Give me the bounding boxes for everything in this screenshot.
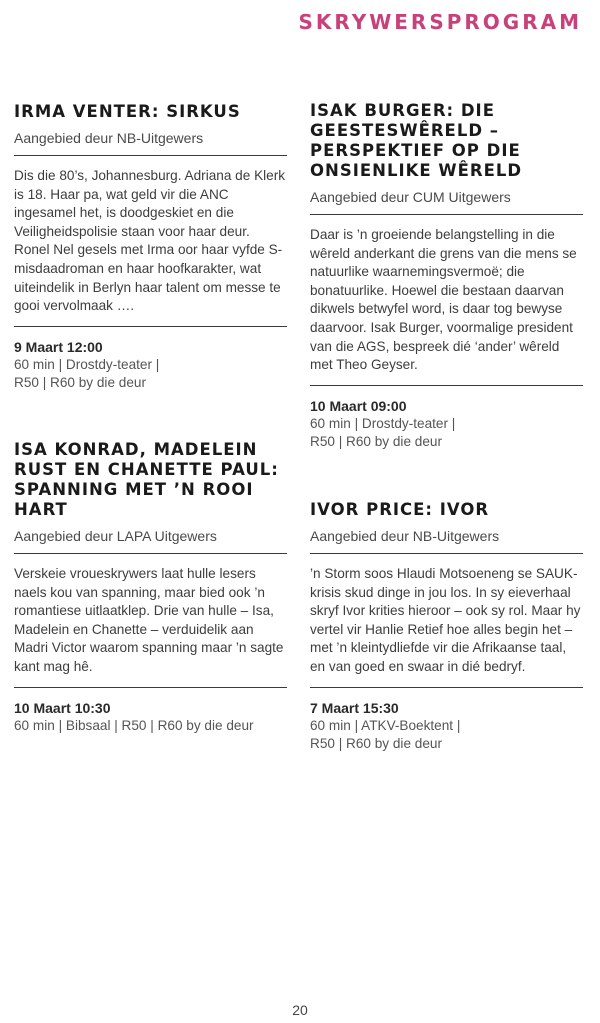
event-info: 60 min | Bibsaal | R50 | R60 by die deur xyxy=(14,717,254,733)
event-irma-venter xyxy=(14,102,287,393)
event-presenter: Aangebied deur LAPA Uitgewers xyxy=(14,527,287,554)
event-date: 7 Maart 15:30 xyxy=(310,699,399,716)
event-description: Dis die 80’s, Johannesburg. Adriana de Klerk is 18. Haar pa, wat geld vir die ANC ingesamel het, is doodgeskiet en die Veiligheidspolisie staan voor haar deur. Ronel Nel gesels met Irma oor haar vyfde S-misdaadroman en haar hoofkarakter, wat uiteindelik in Berlyn haar talent om messe te gooi vervolmaak …. xyxy=(14,167,287,327)
event-date: 10 Maart 09:00 xyxy=(310,397,407,414)
event-ivor-price xyxy=(310,500,583,754)
section-title: SKRYWERSPROGRAM xyxy=(298,10,582,34)
event-title: IVOR PRICE: IVOR xyxy=(310,500,490,519)
event-isak-burger xyxy=(310,101,583,452)
event-description: ’n Storm soos Hlaudi Motsoeneng se SAUK-krisis skud dinge in jou los. In sy eieverhaal skryf Ivor krities hieroor – ook sy rol. Maar hy vertel vir Hanlie Retief hoe alles begin het – met ’n kleintydliefde vir die Afrikaanse taal, en van goed en swaar in dié bedryf. xyxy=(310,565,583,688)
event-info: 60 min | ATKV-Boektent | R50 | R60 by die deur xyxy=(310,717,461,752)
event-title: ISA KONRAD, MADELEIN RUST EN CHANETTE PAUL: SPANNING MET ’N ROOI HART xyxy=(14,440,279,519)
event-isa-konrad xyxy=(14,440,287,735)
event-date: 10 Maart 10:30 xyxy=(14,699,111,716)
event-info: 60 min | Drostdy-teater | R50 | R60 by die deur xyxy=(310,415,456,450)
event-presenter: Aangebied deur NB-Uitgewers xyxy=(310,527,583,554)
event-date: 9 Maart 12:00 xyxy=(14,338,103,355)
event-presenter: Aangebied deur CUM Uitgewers xyxy=(310,188,583,215)
event-info: 60 min | Drostdy-teater | R50 | R60 by die deur xyxy=(14,356,160,391)
event-title: IRMA VENTER: SIRKUS xyxy=(14,102,241,121)
event-presenter: Aangebied deur NB-Uitgewers xyxy=(14,129,287,156)
event-title: ISAK BURGER: DIE GEESTESWÊRELD – PERSPEKTIEF OP DIE ONSIENLIKE WÊRELD xyxy=(310,101,523,180)
page-number: 20 xyxy=(292,1002,308,1018)
event-description: Daar is ’n groeiende belangstelling in die wêreld anderkant die grens van die mens se natuurlike waarnemingsvermoë; die bonatuurlike. Hoewel die bestaan daarvan dikwels betwyfel word, is daar tog bewyse daarvoor. Isak Burger, voormalige president van die AGS, bespreek dié ‘ander’ wêreld met Theo Geyser. xyxy=(310,226,583,386)
event-description: Verskeie vroueskrywers laat hulle lesers naels kou van spanning, maar bied ook ’n romantiese uitlaatklep. Drie van hulle – Isa, Madelein en Chanette – verduidelik aan Madri Victor waarom spanning maar ’n sagte kant mag hê. xyxy=(14,565,287,688)
